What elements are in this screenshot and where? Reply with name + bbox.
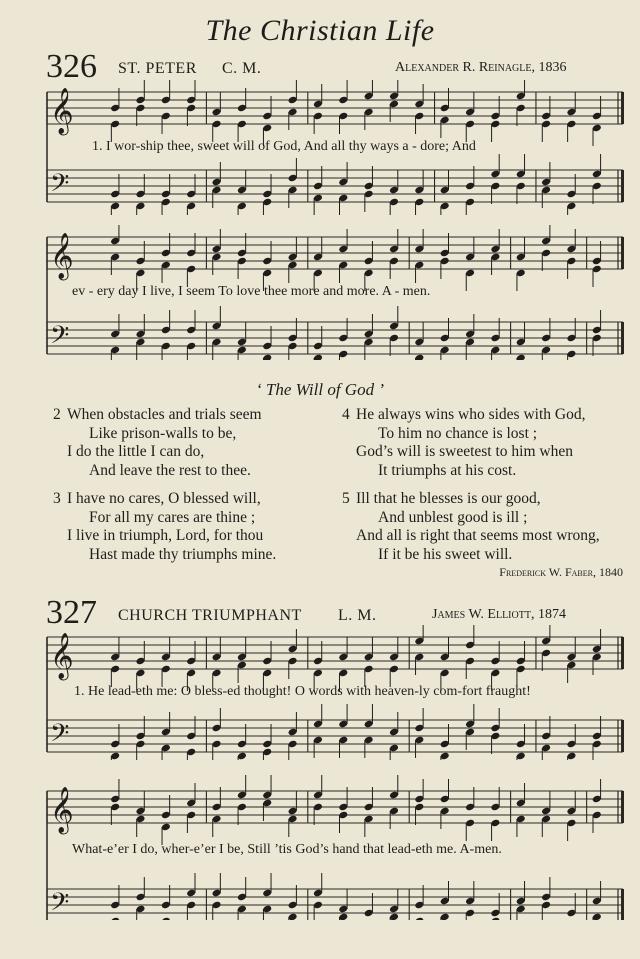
- bass-clef-icon: 𝄢: [50, 888, 70, 920]
- verse-line: God’s will is sweetest to him when: [356, 443, 573, 460]
- bass-clef-icon: 𝄢: [50, 719, 70, 754]
- verse-4: [342, 406, 586, 480]
- final-barline: [621, 237, 624, 269]
- section-title: ‘ The Will of God ’: [256, 380, 384, 399]
- treble-clef-icon: 𝄞: [50, 787, 74, 833]
- final-barline: [621, 637, 624, 669]
- bass-staff: [47, 169, 623, 204]
- final-barline: [621, 170, 624, 202]
- verse-line: I have no cares, O blessed will,: [67, 490, 261, 507]
- treble-staff: [47, 633, 623, 681]
- bass-clef-icon: 𝄢: [50, 169, 70, 204]
- treble-clef-icon: 𝄞: [50, 88, 74, 134]
- hymn-326-tune: ST. PETER: [118, 60, 197, 77]
- hymn-327-meter: L. M.: [338, 607, 377, 624]
- final-barline: [621, 720, 624, 752]
- verse-number: 4: [342, 406, 350, 423]
- verse-line: For all my cares are thine ;: [89, 508, 256, 526]
- bass-staff: [47, 888, 623, 920]
- treble-clef-icon: 𝄞: [50, 633, 74, 679]
- verse-line: And leave the rest to thee.: [89, 461, 251, 479]
- hymn-327-number: 327: [46, 594, 97, 631]
- verse-number: 5: [342, 490, 350, 507]
- verse-line: To him no chance is lost ;: [378, 424, 538, 442]
- final-barline: [621, 889, 624, 920]
- note-head: [110, 917, 120, 920]
- verse-number: 3: [53, 490, 61, 507]
- page-title: The Christian Life: [205, 14, 435, 47]
- treble-staff: [47, 88, 623, 136]
- hymn-326-number: 326: [46, 48, 97, 85]
- verse-3: [53, 490, 277, 564]
- treble-staff: [47, 787, 623, 835]
- final-barline: [621, 322, 624, 354]
- hymn-327-lyric-line-2: What-e’er I do, wher-e’er I be, Still ’tis God’s hand that lead-eth me. A-men.: [72, 842, 502, 857]
- verse-line: And unblest good is ill ;: [378, 508, 528, 526]
- note-head: [414, 917, 424, 920]
- hymn-327-tune: CHURCH TRIUMPHANT: [118, 607, 302, 624]
- hymn-326-lyric-line-2: ev - ery day I live, I seem To love thee more and more. A - men.: [72, 284, 431, 299]
- hymn-326-composer: Alexander R. Reinagle, 1836: [395, 60, 567, 75]
- note-head: [490, 917, 500, 920]
- verse-line: I do the little I can do,: [67, 443, 205, 460]
- verse-line: Hast made thy triumphs mine.: [89, 545, 277, 563]
- verse-line: I live in triumph, Lord, for thou: [67, 527, 264, 544]
- verse-line: It triumphs at his cost.: [378, 461, 517, 479]
- hymn-326-author: Frederick W. Faber, 1840: [499, 565, 623, 579]
- verse-5: [342, 490, 600, 564]
- hymn-326-lyric-line-1: 1. I wor-ship thee, sweet will of God, And all thy ways a - dore; And: [92, 139, 476, 154]
- bass-clef-icon: 𝄢: [50, 321, 70, 356]
- verse-line: If it be his sweet will.: [378, 545, 513, 563]
- verse-line: Ill that he blesses is our good,: [356, 490, 541, 507]
- verse-line: And all is right that seems most wrong,: [356, 527, 600, 544]
- verse-number: 2: [53, 406, 61, 423]
- verse-line: He always wins who sides with God,: [356, 406, 586, 423]
- bass-staff: [47, 321, 623, 356]
- hymn-327-composer: James W. Elliott, 1874: [432, 607, 566, 622]
- final-barline: [621, 92, 624, 124]
- bass-staff: [47, 719, 623, 754]
- verse-line: Like prison-walls to be,: [89, 424, 237, 442]
- hymn-326-meter: C. M.: [222, 60, 262, 77]
- treble-clef-icon: 𝄞: [50, 233, 74, 279]
- verse-2: [53, 406, 262, 480]
- note-head: [161, 917, 171, 920]
- verse-line: When obstacles and trials seem: [67, 406, 262, 423]
- treble-staff: [47, 233, 623, 281]
- final-barline: [621, 791, 624, 823]
- hymn-327-lyric-line-1: 1. He lead-eth me: O bless-ed thought! O words with heaven-ly com-fort fraught!: [74, 684, 531, 699]
